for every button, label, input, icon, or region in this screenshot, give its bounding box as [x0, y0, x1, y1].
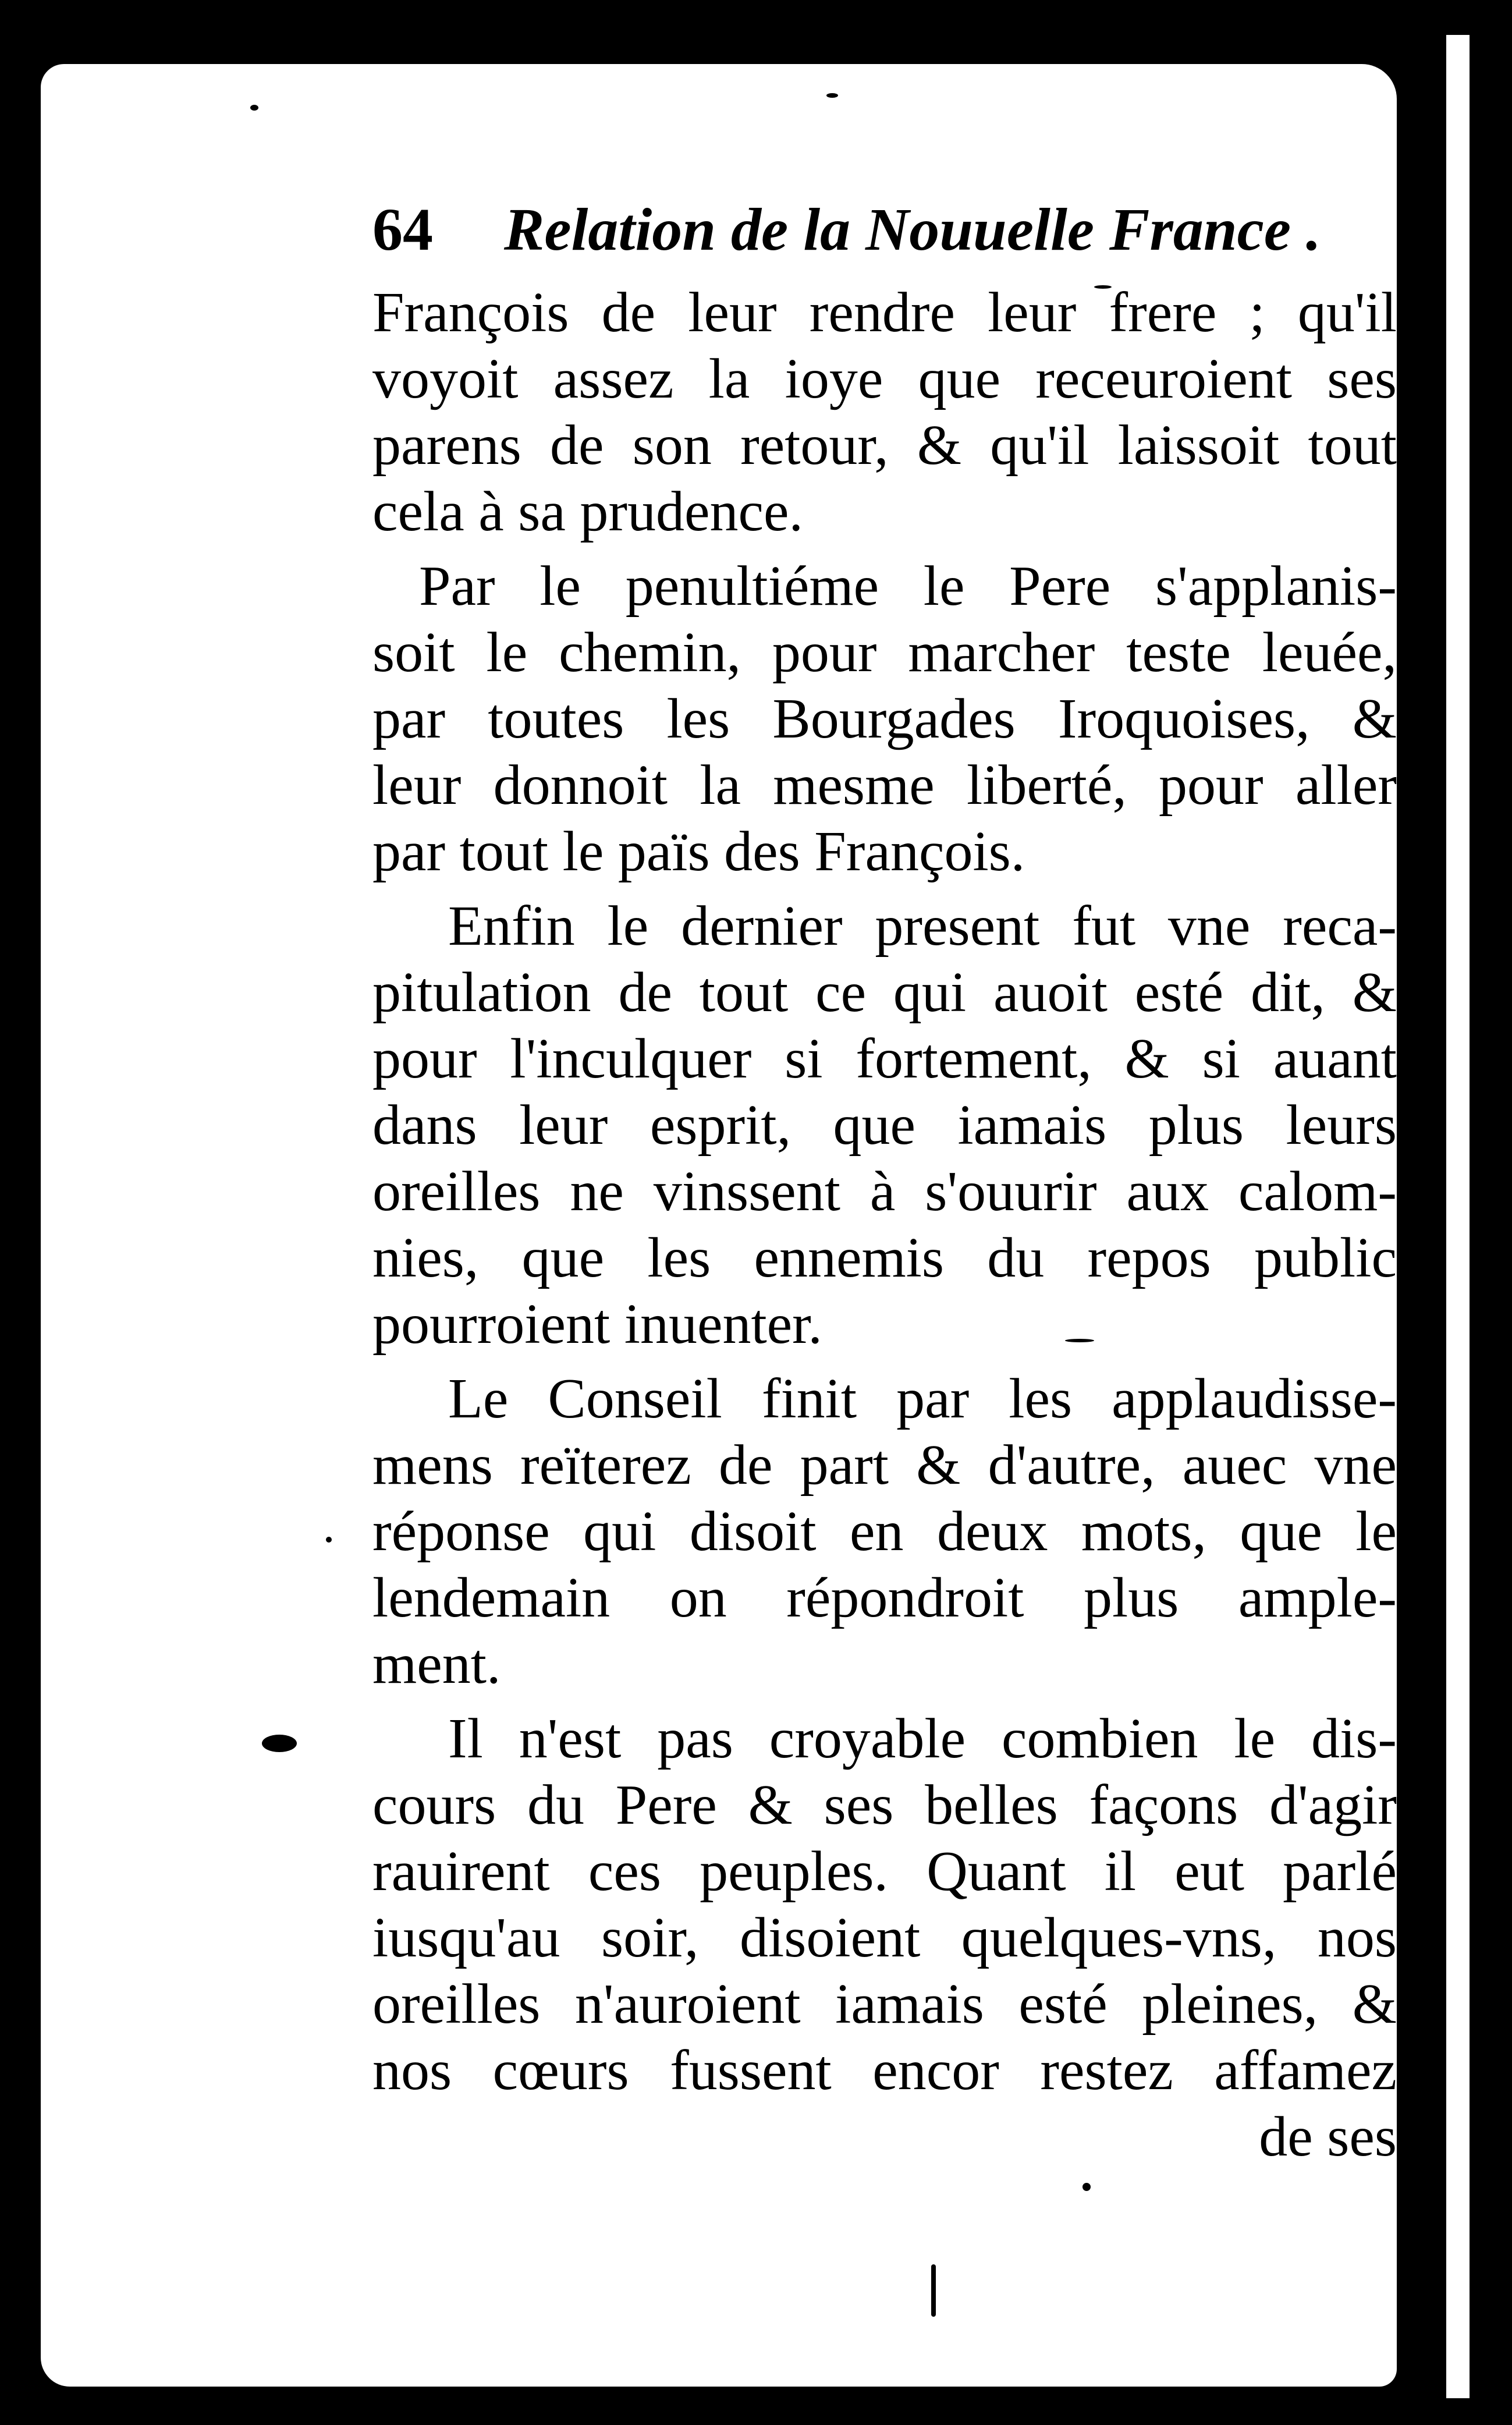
page-number: 64 — [372, 196, 433, 263]
text-line: lendemain on répondroit plus ample- — [372, 1566, 1397, 1629]
text-line: leur donnoit la mesme liberté, pour aller — [372, 754, 1397, 817]
running-head — [372, 192, 1397, 279]
catchword: de ses — [1259, 2105, 1397, 2168]
text-line: parens de son retour, & qu'il laissoit tout — [372, 414, 1397, 477]
text-line: iusqu'au soir, disoient quelques-vns, nos — [372, 1906, 1397, 1969]
text-line: cours du Pere & ses belles façons d'agir — [372, 1774, 1397, 1837]
paragraph-2 — [372, 553, 1397, 885]
text-line: ment. — [372, 1633, 501, 1696]
paragraph-1 — [372, 279, 1397, 545]
text-line: rauirent ces peuples. Quant il eut parlé — [372, 1840, 1397, 1903]
text-line: réponse qui disoit en deux mots, que le — [372, 1500, 1397, 1563]
paragraph-5 — [372, 1706, 1397, 2104]
text-line: Enfin le dernier present fut vne reca- — [448, 895, 1397, 958]
running-title: Relation de la Nouuelle France . — [504, 196, 1321, 263]
text-line: oreilles ne vinssent à s'ouurir aux calom- — [372, 1160, 1397, 1223]
text-line: oreilles n'auroient iamais esté pleines, & — [372, 1973, 1397, 2036]
text-line: pitulation de tout ce qui auoit esté dit, & — [372, 961, 1397, 1024]
text-line: par tout le païs des François. — [372, 820, 1025, 883]
paragraph-3 — [372, 893, 1397, 1357]
text-line: mens reïterez de part & d'autre, auec vne — [372, 1434, 1397, 1497]
page-text — [372, 192, 1397, 2170]
text-line: Par le penultiéme le Pere s'applanis- — [419, 555, 1397, 618]
paragraph-4 — [372, 1366, 1397, 1697]
text-line: Il n'est pas croyable combien le dis- — [448, 1707, 1397, 1770]
text-line: pour l'inculquer si fortement, & si auant — [372, 1027, 1397, 1090]
text-line: voyoit assez la ioye que receuroient ses — [372, 348, 1397, 410]
text-line: dans leur esprit, que iamais plus leurs — [372, 1094, 1397, 1157]
text-line: François de leur rendre leur frere ; qu'il — [372, 281, 1397, 344]
text-line: Le Conseil finit par les applaudisse- — [448, 1367, 1397, 1430]
text-line: nos cœurs fussent encor restez affamez — [372, 2039, 1397, 2102]
text-line: pourroient inuenter. — [372, 1293, 822, 1356]
adjacent-page-edge — [1446, 35, 1470, 2398]
text-line: nies, que les ennemis du repos public — [372, 1226, 1397, 1289]
text-line: cela à sa prudence. — [372, 480, 803, 543]
text-line: par toutes les Bourgades Iroquoises, & — [372, 687, 1397, 750]
text-line: soit le chemin, pour marcher teste leuée, — [372, 621, 1397, 684]
